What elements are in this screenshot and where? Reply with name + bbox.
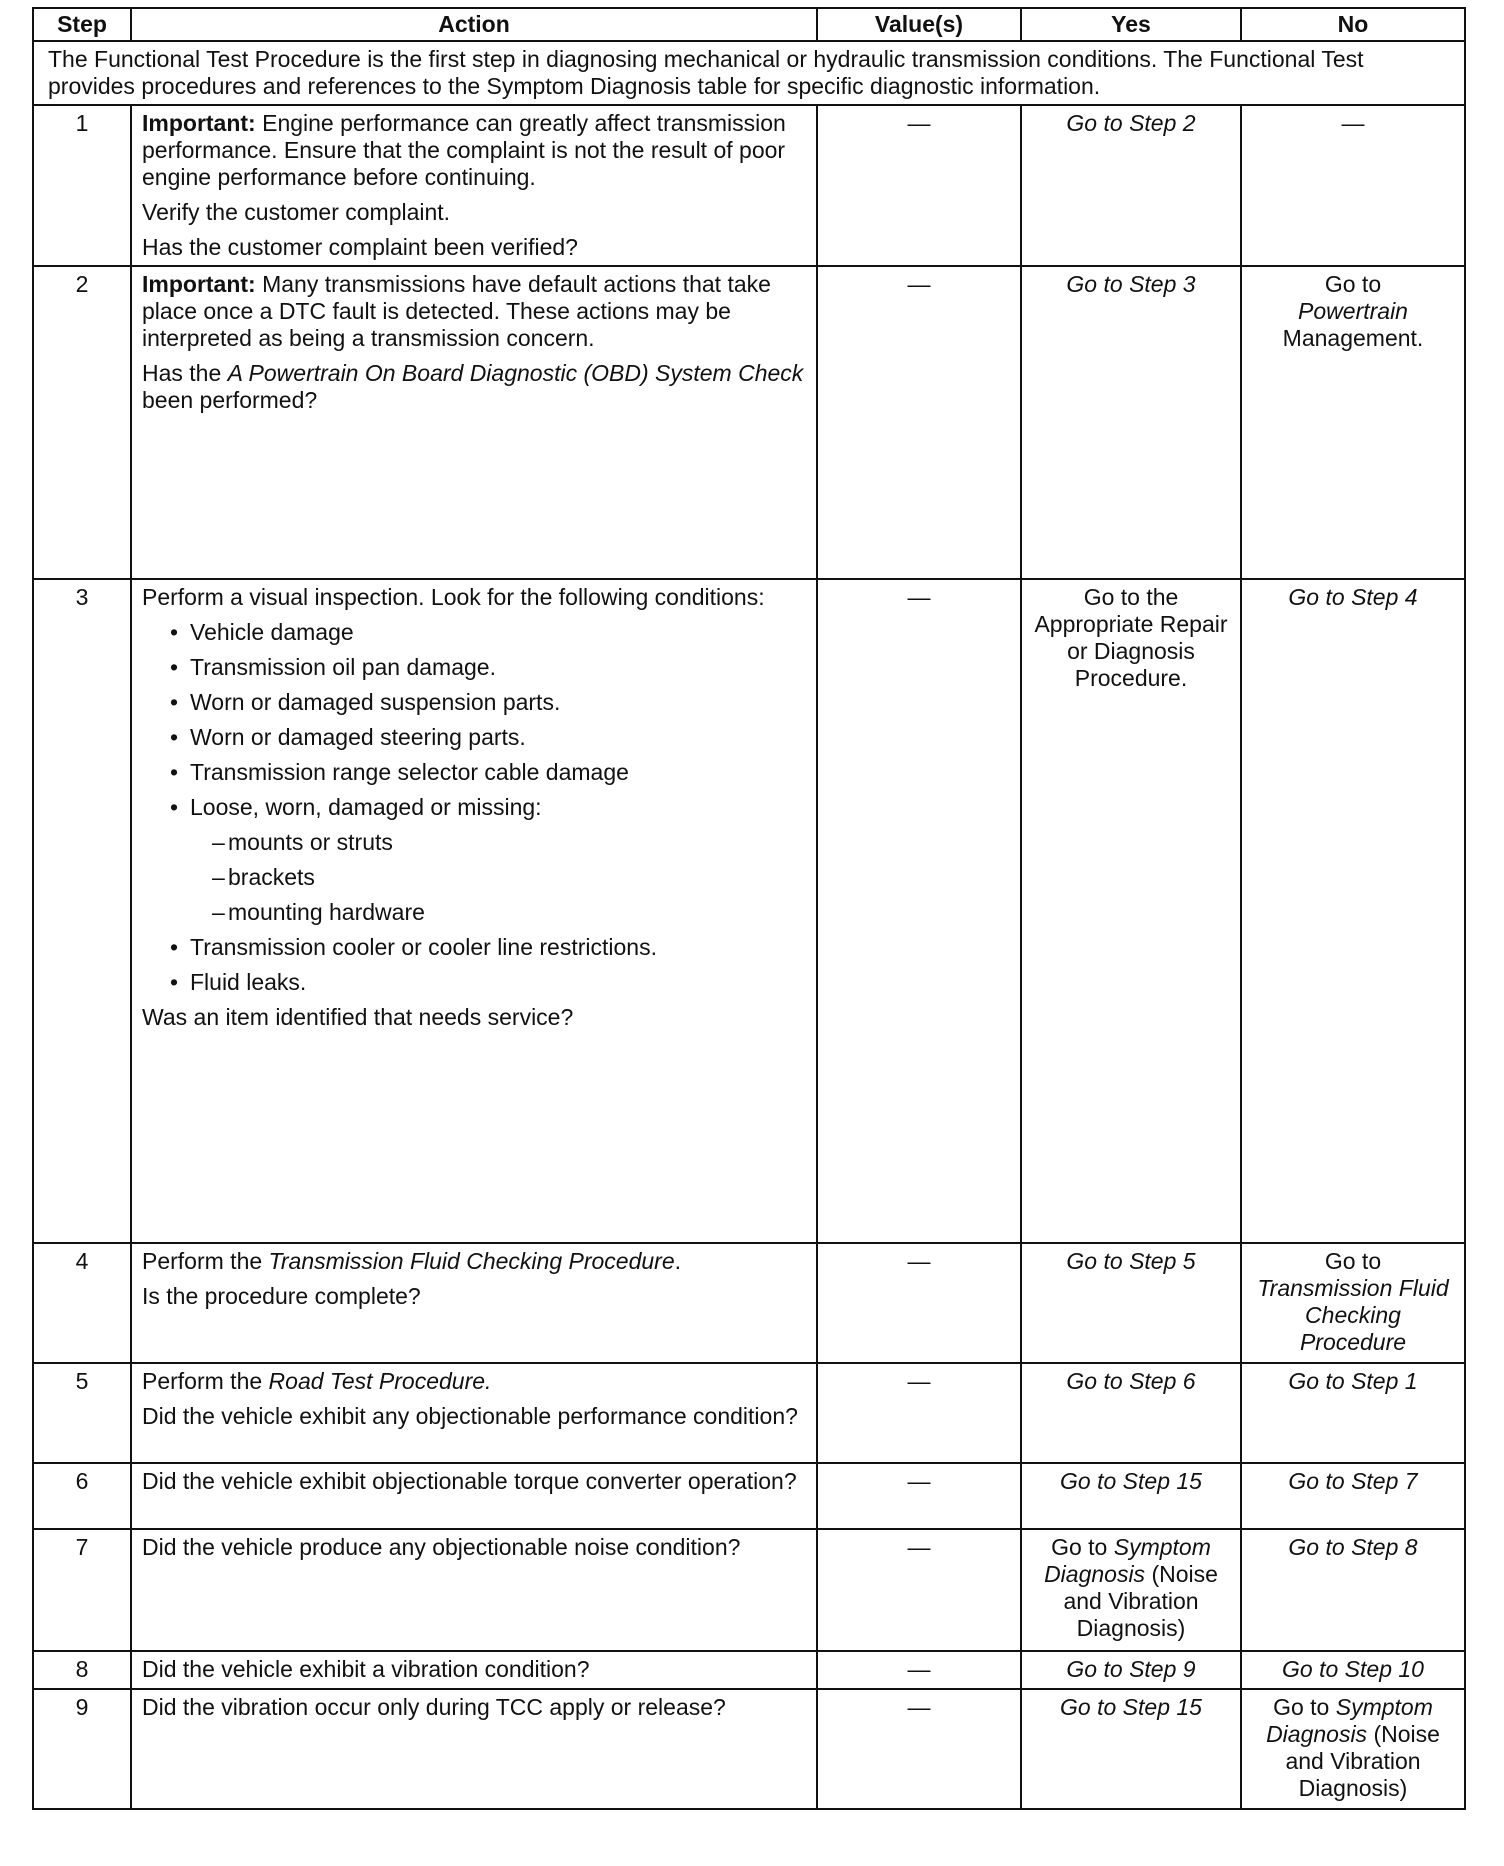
step-row-1 [33, 105, 1465, 266]
step-row-6 [33, 1463, 1465, 1529]
important-text: Many transmissions have default actions that take place once a DTC fault is detected. These actions may be interpreted as being a transmission concern. [142, 271, 771, 351]
yes-go-to-step-3[interactable]: Go to Step 3 [1021, 266, 1241, 579]
list-item: • Transmission cooler or cooler line restrictions. [164, 934, 806, 961]
no-go-to-step-10[interactable]: Go to Step 10 [1241, 1651, 1465, 1689]
step-action: Did the vehicle produce any objectionable noise condition? [131, 1529, 817, 1651]
step-action [131, 579, 817, 1243]
action-prefix: Perform the [142, 1368, 269, 1394]
header-step: Step [33, 8, 131, 41]
step-row-7 [33, 1529, 1465, 1651]
yes-go-to-step-15[interactable]: Go to Step 15 [1021, 1689, 1241, 1809]
yes-appropriate-repair[interactable]: Go to the Appropriate Repair or Diagnosis Procedure. [1021, 579, 1241, 1243]
question-suffix: been performed? [142, 387, 318, 413]
symptom-diagnosis-link[interactable]: Symptom Diagnosis [1044, 1534, 1211, 1587]
sub-list-item: – mounting hardware [206, 899, 806, 926]
yes-go-to-label: Go to [1051, 1534, 1114, 1560]
functional-test-document [32, 7, 1464, 1810]
intro-row [33, 41, 1465, 105]
step-number: 7 [33, 1529, 131, 1651]
step-value: — [817, 579, 1021, 1243]
noise-vibration-label: (Noise and Vibration Diagnosis) [1063, 1561, 1218, 1641]
no-go-to-label: Go to [1273, 1694, 1336, 1720]
step-value: — [817, 105, 1021, 266]
step-number: 8 [33, 1651, 131, 1689]
action-question: Has the customer complaint been verified? [142, 234, 578, 260]
intro-text: The Functional Test Procedure is the first step in diagnosing mechanical or hydraulic transmission conditions. The Functional Test provides procedures and references to the Symptom Diagnosis table for specific diagnostic information. [33, 41, 1465, 105]
header-row [33, 8, 1465, 41]
step-row-3 [33, 579, 1465, 1243]
action-question: Is the procedure complete? [142, 1283, 421, 1309]
step-number: 3 [33, 579, 131, 1243]
step-value: — [817, 1463, 1021, 1529]
yes-go-to-step-15[interactable]: Go to Step 15 [1021, 1463, 1241, 1529]
sub-list-item: – mounts or struts [206, 829, 806, 856]
header-no: No [1241, 8, 1465, 41]
important-text: Engine performance can greatly affect transmission performance. Ensure that the complaint is not the result of poor engine performance before continuing. [142, 110, 786, 190]
no-value: — [1241, 105, 1465, 266]
step-action: Did the vehicle exhibit objectionable torque converter operation? [131, 1463, 817, 1529]
no-go-to-step-7[interactable]: Go to Step 7 [1241, 1463, 1465, 1529]
step-action [131, 266, 817, 579]
functional-test-table [32, 7, 1466, 1810]
no-go-to-step-4[interactable]: Go to Step 4 [1241, 579, 1465, 1243]
no-go-to-label: Go to [1324, 271, 1382, 297]
yes-go-to-step-9[interactable]: Go to Step 9 [1021, 1651, 1241, 1689]
list-item: • Vehicle damage [164, 619, 806, 646]
list-item: • Fluid leaks. [164, 969, 806, 996]
list-item: • Worn or damaged steering parts. [164, 724, 806, 751]
step-value: — [817, 1243, 1021, 1363]
fluid-checking-procedure-link[interactable]: Transmission Fluid Checking Procedure [268, 1248, 675, 1274]
no-go-to-step-8[interactable]: Go to Step 8 [1241, 1529, 1465, 1651]
sub-list-item: – brackets [206, 864, 806, 891]
step-action [131, 1363, 817, 1463]
yes-go-to-step-2[interactable]: Go to Step 2 [1021, 105, 1241, 266]
step-row-8 [33, 1651, 1465, 1689]
header-yes: Yes [1021, 8, 1241, 41]
yes-go-to-step-5[interactable]: Go to Step 5 [1021, 1243, 1241, 1363]
no-fluid-checking[interactable] [1241, 1243, 1465, 1363]
inspection-intro: Perform a visual inspection. Look for the following conditions: [142, 584, 765, 610]
inspection-list [142, 619, 806, 996]
yes-symptom-diagnosis[interactable] [1021, 1529, 1241, 1651]
step-value: — [817, 1363, 1021, 1463]
loose-label: Loose, worn, damaged or missing: [190, 794, 542, 820]
important-label: Important: [142, 271, 256, 297]
no-go-to-label: Go to [1324, 1248, 1382, 1274]
step-action [131, 1243, 817, 1363]
step-row-9 [33, 1689, 1465, 1809]
step-action [131, 105, 817, 266]
header-action: Action [131, 8, 817, 41]
no-powertrain-management[interactable] [1241, 266, 1465, 579]
step-value: — [817, 1689, 1021, 1809]
list-item: • Worn or damaged suspension parts. [164, 689, 806, 716]
sub-list [190, 829, 806, 926]
action-question: Was an item identified that needs service? [142, 1004, 574, 1030]
step-action: Did the vehicle exhibit a vibration condition? [131, 1651, 817, 1689]
road-test-procedure-link[interactable]: Road Test Procedure. [268, 1368, 492, 1394]
step-number: 4 [33, 1243, 131, 1363]
step-number: 5 [33, 1363, 131, 1463]
powertrain-link[interactable]: Powertrain [1298, 298, 1408, 324]
step-action: Did the vibration occur only during TCC apply or release? [131, 1689, 817, 1809]
obd-system-check-link[interactable]: A Powertrain On Board Diagnostic (OBD) System Check [227, 360, 804, 386]
step-value: — [817, 1529, 1021, 1651]
action-line: Verify the customer complaint. [142, 199, 451, 225]
symptom-diagnosis-link[interactable]: Symptom Diagnosis [1266, 1694, 1433, 1747]
header-values: Value(s) [817, 8, 1021, 41]
noise-vibration-label: (Noise and Vibration Diagnosis) [1285, 1721, 1440, 1801]
step-row-5 [33, 1363, 1465, 1463]
step-number: 1 [33, 105, 131, 266]
step-number: 2 [33, 266, 131, 579]
fluid-checking-link[interactable]: Transmission Fluid Checking Procedure [1257, 1275, 1449, 1355]
question-prefix: Has the [142, 360, 228, 386]
no-go-to-step-1[interactable]: Go to Step 1 [1241, 1363, 1465, 1463]
list-item: • Transmission range selector cable damage [164, 759, 806, 786]
list-item-loose [164, 794, 806, 926]
step-row-2 [33, 266, 1465, 579]
action-suffix: . [674, 1248, 682, 1274]
action-prefix: Perform the [142, 1248, 269, 1274]
no-symptom-diagnosis[interactable] [1241, 1689, 1465, 1809]
step-number: 6 [33, 1463, 131, 1529]
action-question: Did the vehicle exhibit any objectionable performance condition? [142, 1403, 798, 1429]
list-item: • Transmission oil pan damage. [164, 654, 806, 681]
step-row-4 [33, 1243, 1465, 1363]
step-value: — [817, 266, 1021, 579]
management-label: Management. [1282, 325, 1424, 351]
step-number: 9 [33, 1689, 131, 1809]
important-label: Important: [142, 110, 256, 136]
step-value: — [817, 1651, 1021, 1689]
yes-go-to-step-6[interactable]: Go to Step 6 [1021, 1363, 1241, 1463]
